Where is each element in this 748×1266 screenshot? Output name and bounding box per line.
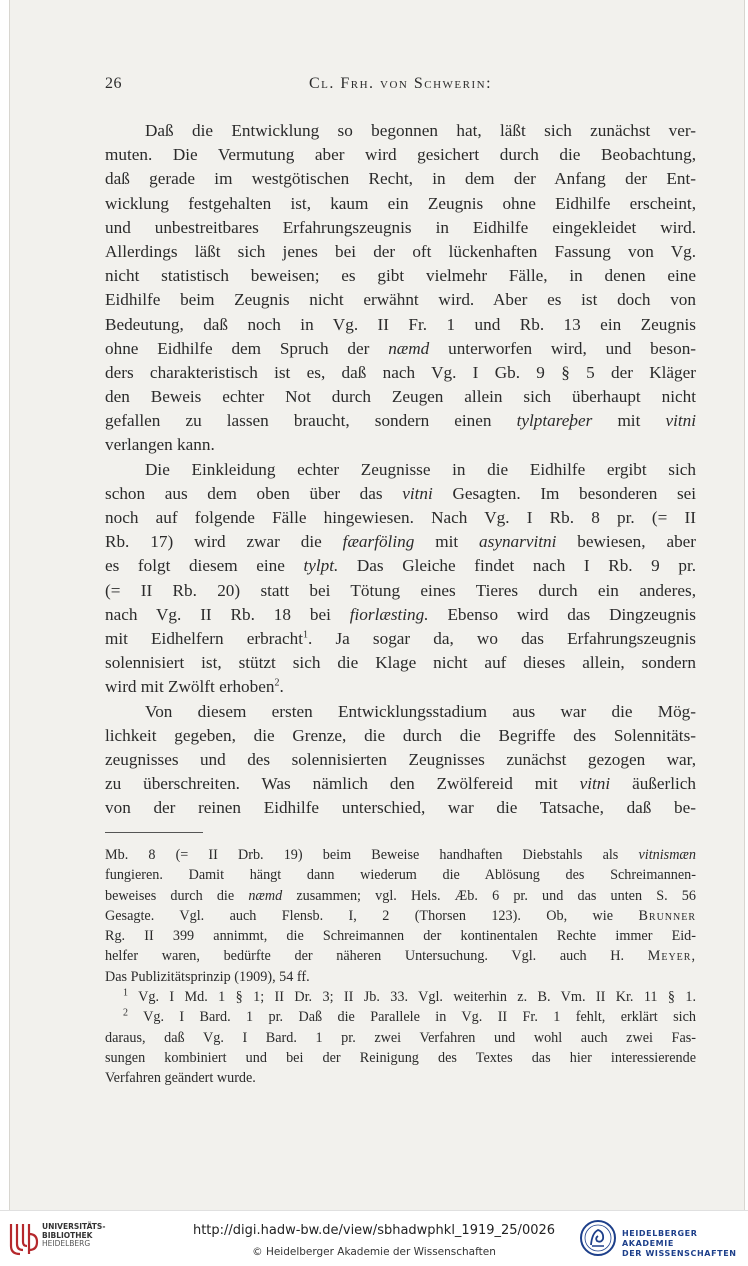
footnote-line: fungieren. Damit hängt dann wiederum die Ablösung des Schreimannen- xyxy=(105,867,696,884)
footnote-line: Das Publizitätsprinzip (1909), 54 ff. xyxy=(105,968,310,985)
footnote-line: Gesagte. Vgl. auch Flensb. I, 2 (Thorsen 123). Ob, wie Brunner xyxy=(105,907,696,924)
footnote-mark: 1 xyxy=(123,987,128,999)
text-line: ohne Eidhilfe dem Spruch der næmd unterworfen wird, und beson- xyxy=(105,338,696,358)
footnote-line: $^2$ Vg. I Bard. 1 pr. Daß die Parallele in Vg. II Fr. 1 fehlt, erklärt sich xyxy=(123,1007,696,1026)
footnote-line: Verfahren geändert wurde. xyxy=(105,1070,256,1087)
running-header xyxy=(105,75,696,97)
copyright-notice: © Heidelberger Akademie der Wissenschaften xyxy=(252,1246,496,1258)
text-line: Die Einkleidung echter Zeugnisse in die Eidhilfe ergibt sich xyxy=(145,459,696,479)
text-line: schon aus dem oben über das vitni Gesagten. Im besonderen sei xyxy=(105,483,696,503)
text-line: und unbestreitbares Erfahrungszeugnis in Eidhilfe eingekleidet wird. xyxy=(105,217,696,237)
text-line: Rb. 17) wird zwar die fæarföling mit asynarvitni bewiesen, aber xyxy=(105,532,696,552)
text-line: Bedeutung, daß noch in Vg. II Fr. 1 und Rb. 13 ein Zeugnis xyxy=(105,314,696,334)
text-line: gefallen zu lassen braucht, sondern einen tylptareþer mit vitni xyxy=(105,411,696,431)
text-line: Von diesem ersten Entwicklungsstadium aus war die Mög- xyxy=(145,701,696,721)
library-name: UNIVERSITÄTS- BIBLIOTHEK HEIDELBERG xyxy=(42,1222,106,1248)
text-line: mit Eidhelfern erbracht$^1$. Ja sogar da, wo das Erfahrungszeugnis xyxy=(105,628,696,648)
text-line: daß gerade im westgötischen Recht, in dem der Anfang der Ent- xyxy=(105,169,696,189)
body-text xyxy=(105,119,696,820)
viewer-footer xyxy=(0,1210,748,1266)
text-line: zeugnisses und des solennisierten Zeugnisses zunächst gezogen war, xyxy=(105,749,696,769)
text-line: noch auf folgende Fälle hingewiesen. Nach Vg. I Rb. 8 pr. (= II xyxy=(105,508,696,527)
footnote-ref: 2 xyxy=(274,677,280,689)
footnote-line: $^1$ Vg. I Md. 1 § 1; II Dr. 3; II Jb. 33. Vgl. weiterhin z. B. Vm. II Kr. 11 § 1. xyxy=(123,987,696,1006)
footnote-mark: 2 xyxy=(123,1007,128,1019)
footnote-line: daraus, daß Vg. I Bard. 1 pr. zwei Verfahren und wohl auch zwei Fas- xyxy=(105,1029,696,1046)
academy-name: HEIDELBERGER AKADEMIE DER WISSENSCHAFTEN xyxy=(622,1229,737,1258)
footnote-line: Rg. II 399 annimmt, die Schreimannen der kontinentalen Rechte immer Eid- xyxy=(105,928,696,945)
text-line: Allerdings läßt sich jenes bei der oft lückenhaften Fassung von Vg. xyxy=(105,241,696,261)
text-line: lichkeit gegeben, die Grenze, die durch die Begriffe des Solennitäts- xyxy=(105,725,696,745)
text-line: Daß die Entwicklung so begonnen hat, läßt sich zunächst ver- xyxy=(145,121,696,140)
footnote-line: sungen kombiniert und bei der Reinigung des Textes das hier interessierende xyxy=(105,1049,696,1066)
footnote-line: beweises durch die næmd zusammen; vgl. Hels. Æb. 6 pr. und das unten S. 56 xyxy=(105,887,696,904)
hadw-seal-logo-icon[interactable] xyxy=(579,1219,617,1257)
permalink-url[interactable]: http://digi.hadw-bw.de/view/sbhadwphkl_1919_25/0026 xyxy=(192,1223,556,1238)
page-number: 26 xyxy=(105,75,122,92)
footnote-line: Mb. 8 (= II Drb. 19) beim Beweise handhaften Diebstahls als vitnismæn xyxy=(105,847,696,863)
text-line: nach Vg. II Rb. 18 bei fiorlæsting. Ebenso wird das Dingzeugnis xyxy=(105,604,696,624)
text-line: solennisiert ist, stützt sich die Klage nicht auf dieses allein, sondern xyxy=(105,653,696,673)
text-line: von der reinen Eidhilfe unterschied, war die Tatsache, daß be- xyxy=(105,798,696,818)
text-line: es folgt diesem eine tylpt. Das Gleiche findet nach I Rb. 9 pr. xyxy=(105,556,696,576)
footnotes xyxy=(105,845,696,1089)
footnote-divider xyxy=(105,832,203,833)
text-line: wird mit Zwölft erhoben$^2$. xyxy=(105,677,284,697)
text-line: verlangen kann. xyxy=(105,435,215,455)
text-line: zu überschreiten. Was nämlich den Zwölfereid mit vitni äußerlich xyxy=(105,774,696,794)
text-line: den Beweis echter Not durch Zeugen allein sich überhaupt nicht xyxy=(105,387,696,407)
text-line: ders charakteristisch ist es, daß nach Vg. I Gb. 9 § 5 der Kläger xyxy=(105,362,696,382)
text-line: wicklung festgehalten ist, kaum ein Zeugnis ohne Eidhilfe erscheint, xyxy=(105,193,696,213)
text-line: nicht statistisch beweisen; es gibt vielmehr Fälle, in denen eine xyxy=(105,266,696,286)
footnote-line: helfer waren, bedürfte der näheren Untersuchung. Vgl. auch H. Meyer, xyxy=(105,948,696,965)
text-line: (= II Rb. 20) statt bei Tötung eines Tieres durch ein anderes, xyxy=(105,580,696,600)
text-line: Eidhilfe beim Zeugnis nicht erwähnt wird. Aber es ist doch von xyxy=(105,290,696,310)
running-title: Cl. Frh. von Schwerin: xyxy=(308,75,493,92)
footnote-ref: 1 xyxy=(303,629,309,641)
text-line: muten. Die Vermutung aber wird gesichert durch die Beobachtung, xyxy=(105,145,696,165)
